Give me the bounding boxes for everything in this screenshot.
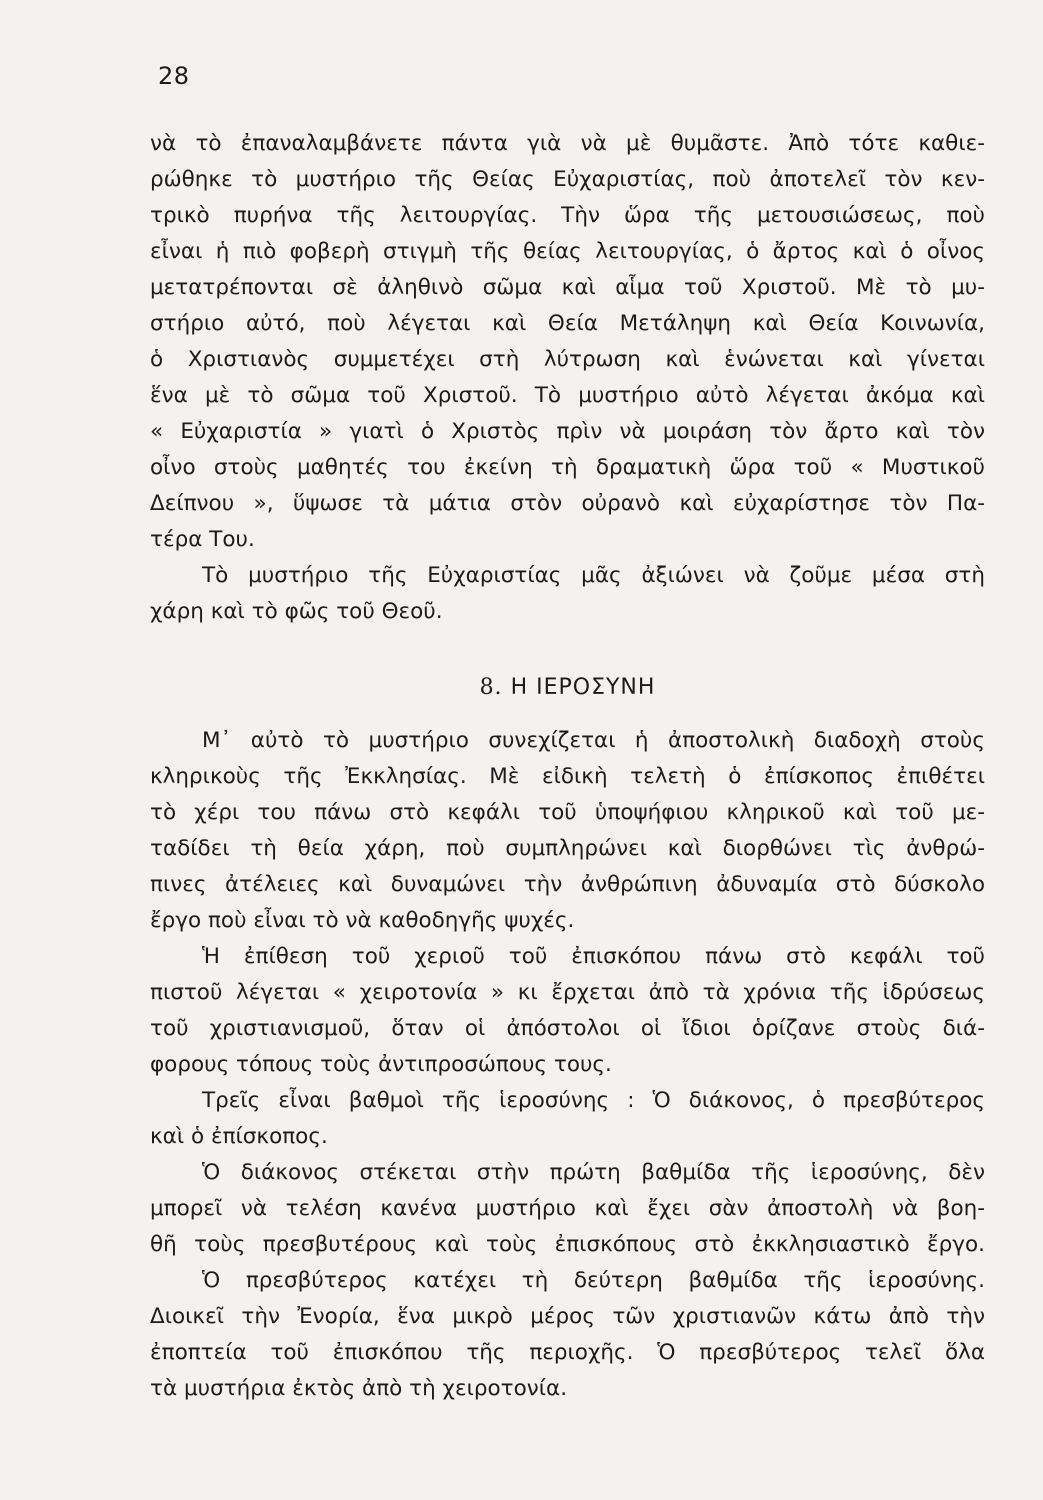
- text-line: φορους τόπους τοὺς ἀντιπροσώπους τους.: [150, 1052, 612, 1077]
- text-line: πιστοῦ λέγεται « χειροτονία » κι ἔρχεται ἀπὸ τὰ χρόνια τῆς ἱδρύσεως: [150, 980, 985, 1005]
- text-line: Ὁ πρεσβύτερος κατέχει τὴ δεύτερη βαθμίδα τῆς ἱεροσύνης.: [202, 1268, 985, 1293]
- text-line: τοῦ χριστιανισμοῦ, ὅταν οἱ ἀπόστολοι οἱ ἴδιοι ὁρίζανε στοὺς διά-: [150, 1016, 985, 1041]
- text-line: Τρεῖς εἶναι βαθμοὶ τῆς ἱεροσύνης : Ὁ διάκονος, ὁ πρεσβύτερος: [202, 1088, 985, 1113]
- text-line: μπορεῖ νὰ τελέση κανένα μυστήριο καὶ ἔχει σὰν ἀποστολὴ νὰ βοη-: [150, 1196, 985, 1221]
- section-number: 8.: [479, 675, 503, 700]
- text-line: Ὁ διάκονος στέκεται στὴν πρώτη βαθμίδα τῆς ἱεροσύνης, δὲν: [202, 1160, 985, 1185]
- text-line: Διοικεῖ τὴν Ἐνορία, ἕνα μικρὸ μέρος τῶν χριστιανῶν κάτω ἀπὸ τὴν: [150, 1304, 985, 1329]
- text-line: θῆ τοὺς πρεσβυτέρους καὶ τοὺς ἐπισκόπους στὸ ἐκκλησιαστικὸ ἔργο.: [150, 1232, 985, 1257]
- text-line: Ἡ ἐπίθεση τοῦ χεριοῦ τοῦ ἐπισκόπου πάνω στὸ κεφάλι τοῦ: [202, 944, 985, 969]
- text-line: νὰ τὸ ἐπαναλαμβάνετε πάντα γιὰ νὰ μὲ θυμᾶστε. Ἀπὸ τότε καθιε-: [150, 131, 985, 156]
- text-line: εἶναι ἡ πιὸ φοβερὴ στιγμὴ τῆς θείας λειτουργίας, ὁ ἄρτος καὶ ὁ οἶνος: [150, 239, 985, 264]
- text-line: ἔργο ποὺ εἶναι τὸ νὰ καθοδηγῆς ψυχές.: [150, 908, 575, 933]
- text-block-top: [150, 126, 985, 630]
- section-heading: [150, 670, 985, 706]
- text-line: ρώθηκε τὸ μυστήριο τῆς Θείας Εὐχαριστίας, ποὺ ἀποτελεῖ τὸν κεν-: [150, 167, 985, 192]
- text-line: μετατρέπονται σὲ ἀληθινὸ σῶμα καὶ αἷμα τοῦ Χριστοῦ. Μὲ τὸ μυ-: [150, 275, 985, 300]
- text-line: τὰ μυστήρια ἐκτὸς ἀπὸ τὴ χειροτονία.: [150, 1376, 568, 1401]
- text-line: κληρικοὺς τῆς Ἐκκλησίας. Μὲ εἰδικὴ τελετὴ ὁ ἐπίσκοπος ἐπιθέτει: [150, 764, 985, 789]
- text-line: τὸ χέρι του πάνω στὸ κεφάλι τοῦ ὑποψήφιου κληρικοῦ καὶ τοῦ με-: [150, 800, 985, 825]
- page-number: 28: [158, 62, 190, 90]
- text-line: Μ᾽ αὐτὸ τὸ μυστήριο συνεχίζεται ἡ ἀποστολικὴ διαδοχὴ στοὺς: [202, 728, 985, 753]
- text-line: τέρα Του.: [150, 527, 255, 552]
- text-block-body: [150, 723, 985, 1407]
- text-line: στήριο αὐτό, ποὺ λέγεται καὶ Θεία Μετάληψη καὶ Θεία Κοινωνία,: [150, 311, 985, 336]
- text-line: ἐποπτεία τοῦ ἐπισκόπου τῆς περιοχῆς. Ὁ πρεσβύτερος τελεῖ ὅλα: [150, 1340, 985, 1365]
- section-title: Η ΙΕΡΟΣΥΝΗ: [510, 675, 656, 700]
- text-line: οἶνο στοὺς μαθητές του ἐκείνη τὴ δραματικὴ ὥρα τοῦ « Μυστικοῦ: [150, 455, 985, 480]
- text-line: ὁ Χριστιανὸς συμμετέχει στὴ λύτρωση καὶ ἑνώνεται καὶ γίνεται: [150, 347, 985, 372]
- text-line: πινες ἀτέλειες καὶ δυναμώνει τὴν ἀνθρώπινη ἀδυναμία στὸ δύσκολο: [150, 872, 985, 897]
- text-line: καὶ ὁ ἐπίσκοπος.: [150, 1124, 328, 1149]
- text-line: ταδίδει τὴ θεία χάρη, ποὺ συμπληρώνει καὶ διορθώνει τὶς ἀνθρώ-: [150, 836, 985, 861]
- text-line: τρικὸ πυρήνα τῆς λειτουργίας. Τὴν ὥρα τῆς μετουσιώσεως, ποὺ: [150, 203, 985, 228]
- text-line: Τὸ μυστήριο τῆς Εὐχαριστίας μᾶς ἀξιώνει νὰ ζοῦμε μέσα στὴ: [202, 563, 985, 588]
- text-line: ἕνα μὲ τὸ σῶμα τοῦ Χριστοῦ. Τὸ μυστήριο αὐτὸ λέγεται ἀκόμα καὶ: [150, 383, 985, 408]
- text-line: Δείπνου », ὕψωσε τὰ μάτια στὸν οὐρανὸ καὶ εὐχαρίστησε τὸν Πα-: [150, 491, 985, 516]
- text-line: « Εὐχαριστία » γιατὶ ὁ Χριστὸς πρὶν νὰ μοιράση τὸν ἄρτο καὶ τὸν: [150, 419, 985, 444]
- text-line: χάρη καὶ τὸ φῶς τοῦ Θεοῦ.: [150, 599, 443, 624]
